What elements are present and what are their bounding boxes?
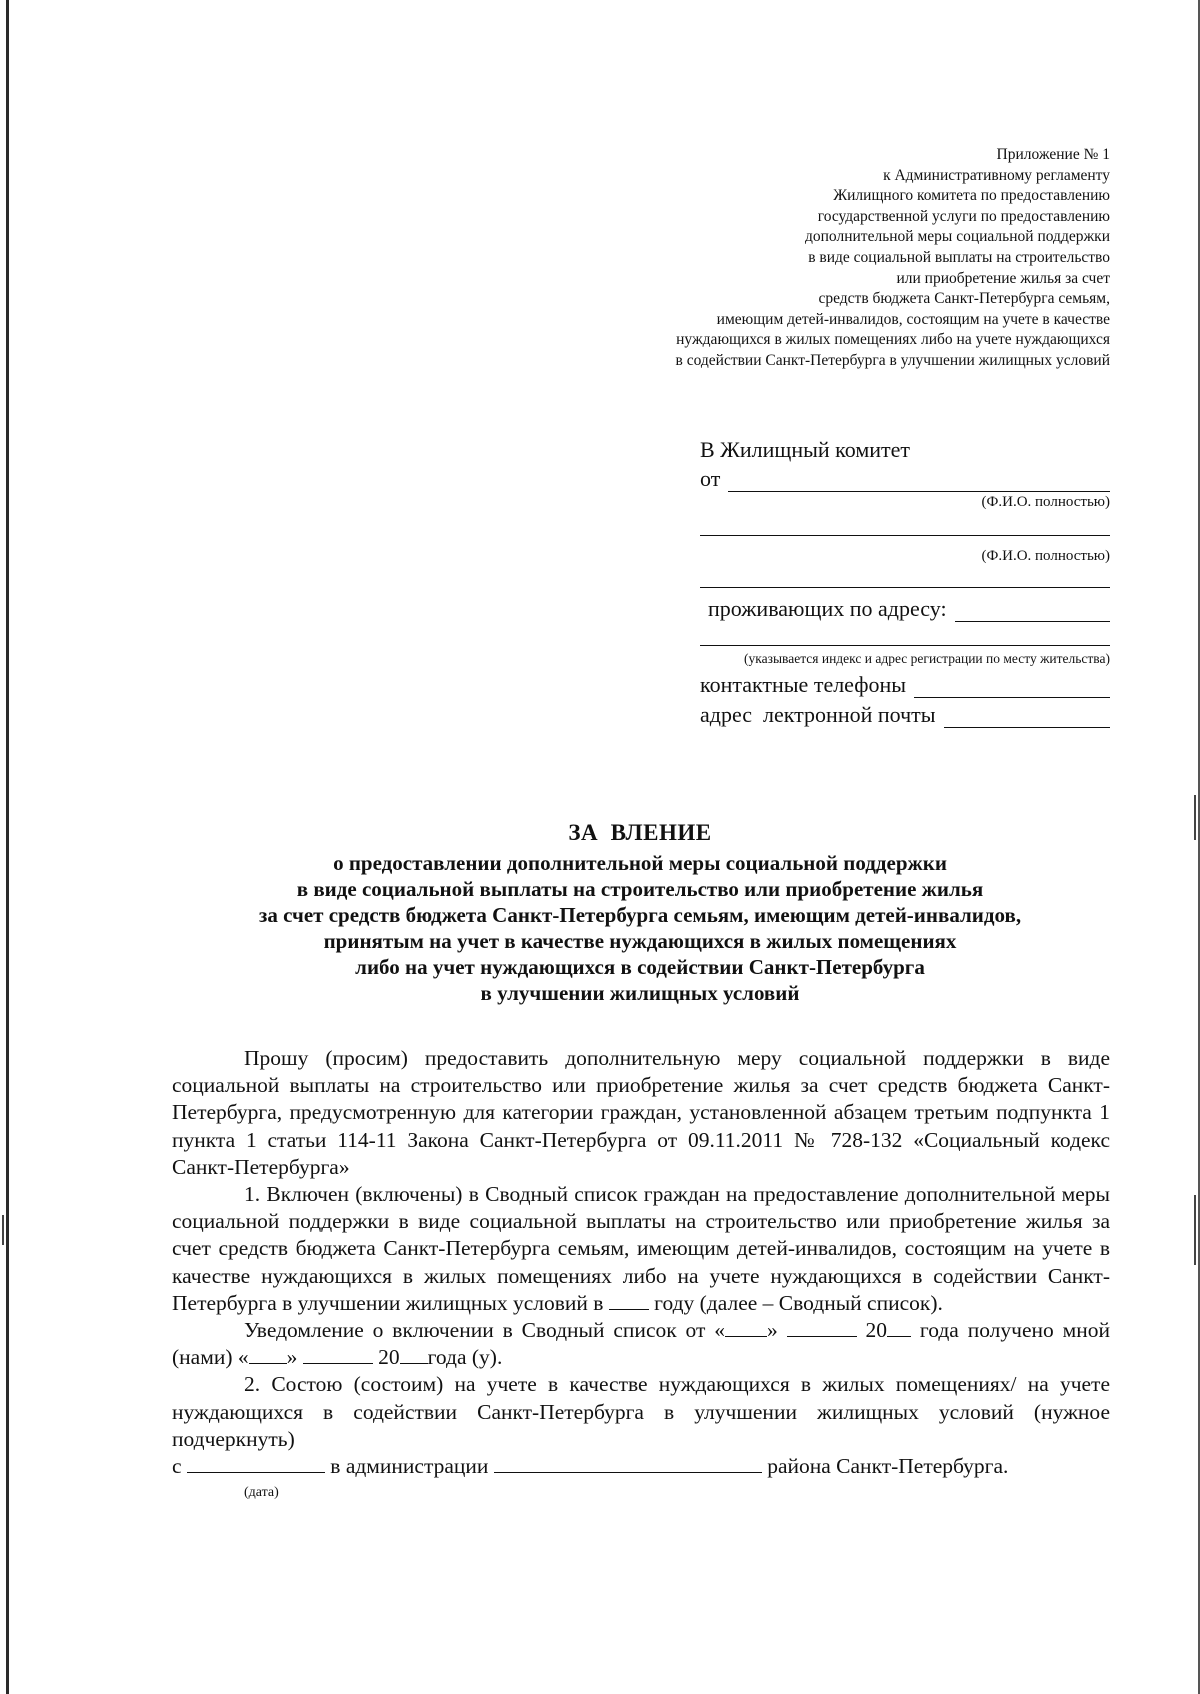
- appendix-block: [550, 145, 1110, 372]
- scan-mark: [2, 1215, 4, 1245]
- fio-field-2[interactable]: [700, 534, 1110, 536]
- appendix-line: государственной услуги по предоставлению: [817, 207, 1110, 225]
- title-line: о предоставлении дополнительной меры социальной поддержки: [333, 851, 947, 875]
- received-tail: года (у).: [427, 1345, 503, 1370]
- notify-day-field[interactable]: [725, 1318, 767, 1337]
- appendix-line: дополнительной меры социальной поддержки: [805, 228, 1110, 246]
- appendix-line: в виде социальной выплаты на строительство: [808, 248, 1110, 266]
- district-field[interactable]: [494, 1454, 762, 1473]
- title-head: ЗА ВЛЕНИЕ: [568, 820, 712, 845]
- received-month-field[interactable]: [303, 1345, 373, 1364]
- address-row: [700, 594, 1110, 622]
- appendix-line: имеющим детей-инвалидов, состоящим на учете в качестве: [716, 310, 1110, 328]
- appendix-line: или приобретение жилья за счет: [896, 269, 1110, 287]
- notify-year-field[interactable]: [887, 1318, 911, 1337]
- title-line: в виде социальной выплаты на строительство или приобретение жилья: [296, 877, 984, 901]
- received-day-field[interactable]: [249, 1345, 287, 1364]
- address-hint: (указывается индекс и адрес регистрации по месту жительства): [744, 651, 1110, 666]
- appendix-line: средств бюджета Санкт-Петербурга семьям,: [818, 290, 1110, 308]
- document-title: [170, 820, 1110, 1006]
- received-year-field[interactable]: [400, 1345, 428, 1364]
- fio-field-1[interactable]: [728, 471, 1110, 492]
- title-line: либо на учет нуждающихся в содействии Санкт-Петербурга: [355, 955, 925, 979]
- received-year-prefix: 20: [378, 1345, 400, 1370]
- phones-field[interactable]: [914, 677, 1110, 698]
- fio-hint-1: (Ф.И.О. полностью): [981, 494, 1110, 510]
- document-body: [172, 1045, 1110, 1501]
- appendix-line: Приложение № 1: [996, 146, 1110, 163]
- notify-month-field[interactable]: [787, 1318, 857, 1337]
- notification-received: года получено мной (нами) «: [172, 1318, 1110, 1370]
- appendix-line: нуждающихся в жилых помещениях либо на учете нуждающихся: [676, 331, 1110, 349]
- email-row: [700, 700, 1110, 728]
- email-field[interactable]: [944, 707, 1110, 728]
- addressee-to: В Жилищный комитет: [700, 437, 911, 462]
- administration-label: в администрации: [330, 1454, 489, 1479]
- title-line: за счет средств бюджета Санкт-Петербурга семьям, имеющим детей-инвалидов,: [258, 903, 1022, 927]
- scan-mark: [1194, 795, 1196, 840]
- since-label: с: [172, 1454, 182, 1479]
- appendix-line: Жилищного комитета по предоставлению: [833, 187, 1110, 205]
- scan-mark: [1194, 1195, 1196, 1265]
- registration-date-field[interactable]: [187, 1454, 325, 1473]
- address-label: проживающих по адресу:: [708, 596, 947, 621]
- paragraph-2: 2. Состою (состоим) на учете в качестве нуждающихся в жилых помещениях/ на учете нуждающихся в содействии Санкт-Петербурга в улучшении жилищных условий (нужное подчеркнуть): [172, 1372, 1110, 1451]
- year-field[interactable]: [609, 1291, 649, 1310]
- from-label: от: [700, 466, 721, 491]
- address-field-2[interactable]: [700, 644, 1110, 646]
- intro-paragraph: Прошу (просим) предоставить дополнительную меру социальной поддержки в виде социальной выплаты на строительство или приобретение жилья за счет средств бюджета Санкт-Петербурга, предусмотренную для категории граждан, установленной абзацем третьим подпункта 1 пункта 1 статьи 114-11 Закона Санкт-Петербурга от 09.11.2011 № 728-132 «Социальный кодекс Санкт-Петербурга»: [172, 1046, 1110, 1179]
- scan-edge-left: [6, 0, 9, 1694]
- title-line: в улучшении жилищных условий: [480, 981, 800, 1005]
- registration-line: [172, 1453, 1110, 1501]
- title-line: принятым на учет в качестве нуждающихся в жилых помещениях: [323, 929, 957, 953]
- notification-quote: »: [767, 1318, 778, 1343]
- notification-paragraph: [172, 1317, 1110, 1371]
- district-tail: района Санкт-Петербурга.: [767, 1454, 1009, 1479]
- phones-row: [700, 670, 1110, 698]
- date-hint: (дата): [244, 1485, 279, 1501]
- appendix-line: в содействии Санкт-Петербурга в улучшении жилищных условий: [675, 351, 1110, 369]
- email-label: адрес лектронной почты: [700, 702, 936, 727]
- address-field[interactable]: [955, 601, 1110, 622]
- from-row: [700, 464, 1110, 492]
- paragraph-1-tail: году (далее – Сводный список).: [654, 1290, 943, 1315]
- fio-field-3[interactable]: [700, 586, 1110, 588]
- fio-hint-2: (Ф.И.О. полностью): [981, 548, 1110, 564]
- notification-year-prefix: 20: [865, 1318, 888, 1343]
- paragraph-1: [172, 1181, 1110, 1317]
- received-quote: »: [286, 1345, 298, 1370]
- paragraph-1-text: 1. Включен (включены) в Сводный список граждан на предоставление дополнительной меры социальной поддержки в виде социальной выплаты на строительство или приобретение жилья за счет средств бюджета Санкт-Петербурга семьям, имеющим детей-инвалидов, состоящим на учете в качестве нуждающихся в жилых помещениях либо на учете нуждающихся в содействии Санкт-Петербурга в улучшении жилищных условий в: [172, 1182, 1110, 1315]
- notification-text: Уведомление о включении в Сводный список от «: [244, 1318, 726, 1343]
- addressee-block: [700, 436, 1110, 728]
- phones-label: контактные телефоны: [700, 672, 907, 697]
- appendix-line: к Административному регламенту: [883, 166, 1110, 184]
